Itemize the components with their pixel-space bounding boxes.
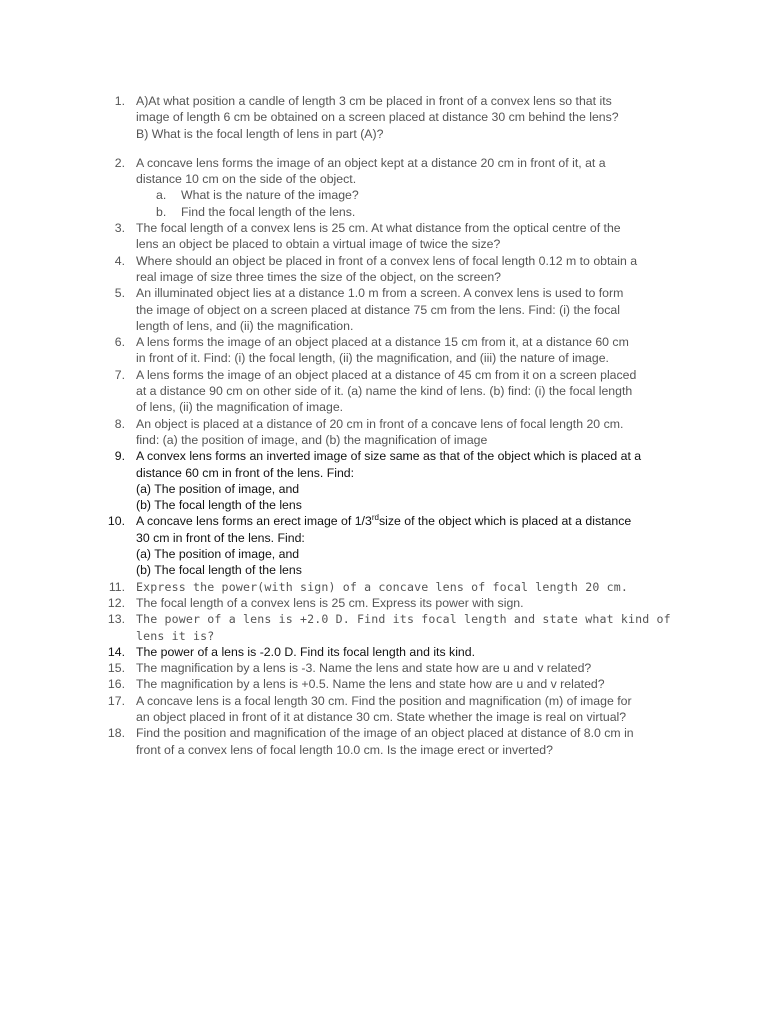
question-line: (a) The position of image, and (136, 481, 300, 496)
question-number: 9. (114, 449, 125, 464)
question-number: 3. (114, 221, 125, 236)
question-16 (0, 676, 684, 692)
question-number: 12. (107, 595, 125, 610)
question-15 (0, 660, 684, 676)
sub-question-text: What is the nature of the image? (181, 188, 359, 203)
question-1 (0, 93, 684, 142)
sub-question-marker: a. (156, 188, 167, 203)
question-line: A)At what position a candle of length 3 cm be placed in front of a convex lens so that its (136, 94, 612, 108)
question-number: 8. (114, 416, 125, 431)
question-line: an object placed in front of it at distance 30 cm. State whether the image is real on virtual? (136, 709, 627, 724)
question-line: An object is placed at a distance of 20 cm in front of a concave lens of focal length 20 cm. (136, 416, 624, 431)
question-line: The power of a lens is +2.0 D. Find its focal length and state what kind of lens it is? (136, 612, 671, 643)
question-line: (b) The focal length of the lens (136, 498, 302, 513)
question-number: 15. (107, 661, 125, 676)
question-line: Where should an object be placed in front of a convex lens of focal length 0.12 m to obtain a (136, 253, 638, 268)
question-line: distance 10 cm on the side of the object. (136, 172, 357, 187)
question-line: length of lens, and (ii) the magnification. (136, 318, 354, 333)
question-number: 1. (114, 94, 125, 108)
question-line: The magnification by a lens is +0.5. Name the lens and state how are u and v related? (136, 677, 605, 692)
line-text: A concave lens forms an erect image of 1/3 (136, 514, 372, 529)
question-number: 5. (114, 286, 125, 301)
question-number: 4. (114, 253, 125, 268)
question-line: B) What is the focal length of lens in part (A)? (136, 126, 384, 141)
question-sheet (0, 93, 768, 758)
question-5 (0, 285, 684, 334)
question-number: 10. (107, 514, 125, 529)
question-line: image of length 6 cm be obtained on a screen placed at distance 30 cm behind the lens? (136, 110, 619, 125)
line-text: size of the object which is placed at a distance (378, 514, 632, 529)
question-line: An illuminated object lies at a distance 1.0 m from a screen. A convex lens is used to form (136, 286, 624, 301)
question-6 (0, 334, 684, 367)
question-line: The focal length of a convex lens is 25 cm. Express its power with sign. (136, 595, 524, 610)
question-line: A convex lens forms an inverted image of size same as that of the object which is placed at a (136, 449, 642, 464)
question-number: 16. (107, 677, 125, 692)
question-line: A lens forms the image of an object placed at a distance 15 cm from it, at a distance 60 cm (136, 335, 629, 350)
question-18 (0, 725, 684, 758)
question-2 (0, 155, 684, 220)
question-line: A concave lens is a focal length 30 cm. Find the position and magnification (m) of image for (136, 693, 632, 708)
sub-question-a (136, 187, 684, 203)
spacer (0, 142, 768, 155)
sub-question-b (136, 204, 684, 220)
question-line: A concave lens forms the image of an object kept at a distance 20 cm in front of it, at a (136, 155, 606, 170)
question-number: 14. (107, 644, 125, 659)
question-line: lens an object be placed to obtain a virtual image of twice the size? (136, 237, 501, 252)
question-number: 2. (114, 155, 125, 170)
question-line: real image of size three times the size of the object, on the screen? (136, 269, 502, 284)
question-12 (0, 595, 684, 611)
question-11 (0, 579, 684, 595)
question-line: The magnification by a lens is -3. Name the lens and state how are u and v related? (136, 661, 592, 676)
question-line: find: (a) the position of image, and (b) the magnification of image (136, 432, 488, 447)
question-line: 30 cm in front of the lens. Find: (136, 530, 305, 545)
question-17 (0, 693, 684, 726)
question-3 (0, 220, 684, 253)
question-number: 7. (114, 367, 125, 382)
ordinal-superscript: rd (371, 513, 379, 523)
question-number: 11. (108, 579, 125, 594)
question-line: Express the power(with sign) of a concave lens of focal length 20 cm. (136, 579, 628, 594)
question-line: at a distance 90 cm on other side of it. (a) name the kind of lens. (b) find: (i) the focal length (136, 384, 633, 399)
question-number: 13. (107, 612, 125, 627)
question-line: Find the position and magnification of the image of an object placed at distance of 8.0 cm in (136, 726, 634, 741)
question-13 (0, 611, 684, 644)
question-7 (0, 367, 684, 416)
question-number: 18. (107, 726, 125, 741)
sub-question-marker: b. (156, 204, 167, 219)
question-number: 17. (107, 693, 125, 708)
sub-question-text: Find the focal length of the lens. (181, 204, 356, 219)
question-line: The power of a lens is -2.0 D. Find its focal length and its kind. (136, 644, 476, 659)
question-number: 6. (114, 335, 125, 350)
question-line: the image of object on a screen placed at distance 75 cm from the lens. Find: (i) the focal (136, 302, 620, 317)
question-line (136, 513, 684, 529)
question-line: (a) The position of image, and (136, 547, 300, 562)
question-line: The focal length of a convex lens is 25 cm. At what distance from the optical centre of the (136, 221, 621, 236)
question-4 (0, 253, 684, 286)
question-8 (0, 416, 684, 449)
question-line: A lens forms the image of an object placed at a distance of 45 cm from it on a screen placed (136, 367, 637, 382)
question-9 (0, 448, 684, 513)
question-line: (b) The focal length of the lens (136, 563, 302, 578)
question-line: distance 60 cm in front of the lens. Find: (136, 465, 355, 480)
question-10 (0, 513, 684, 578)
question-line: of lens, (ii) the magnification of image. (136, 400, 344, 415)
question-line: front of a convex lens of focal length 10.0 cm. Is the image erect or inverted? (136, 742, 553, 757)
question-14 (0, 644, 684, 660)
question-line: in front of it. Find: (i) the focal length, (ii) the magnification, and (iii) the nature of image. (136, 351, 609, 366)
